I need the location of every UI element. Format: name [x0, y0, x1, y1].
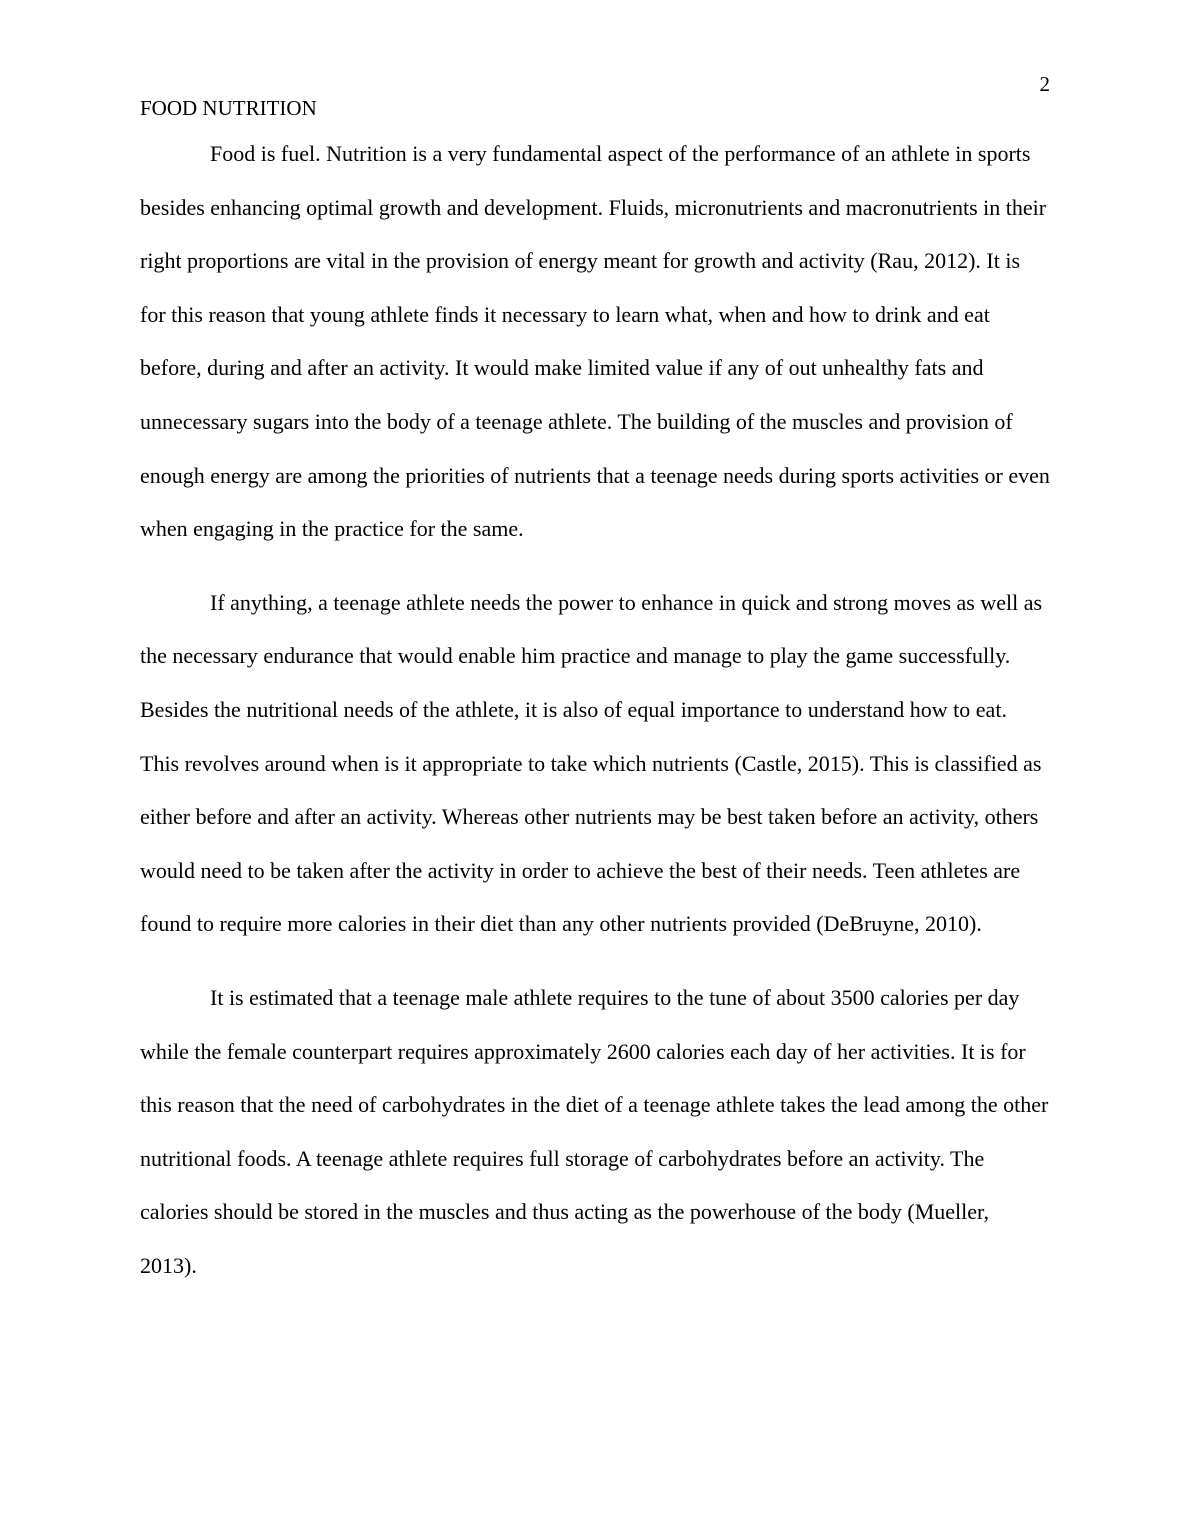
paragraph-2: If anything, a teenage athlete needs the power to enhance in quick and strong moves as well as the necessary endurance that would enable him practice and manage to play the game successfully. Besides the nutritional needs of the athlete, it is also of equal importance to understand how to eat. This revolves around when is it appropriate to take which nutrients (Castle, 2015). This is classified as either before and after an activity. Whereas other nutrients may be best taken before an activity, others would need to be taken after the activity in order to achieve the best of their needs. Teen athletes are found to require more calories in their diet than any other nutrients provided (DeBruyne, 2010). [140, 589, 1043, 937]
paragraph-1: Food is fuel. Nutrition is a very fundamental aspect of the performance of an athlete in sports besides enhancing optimal growth and development. Fluids, micronutrients and macronutrients in their right proportions are vital in the provision of energy meant for growth and activity (Rau, 2012). It is for this reason that young athlete finds it necessary to learn what, when and how to drink and eat before, during and after an activity. It would make limited value if any of out unhealthy fats and unnecessary sugars into the body of a teenage athlete. The building of the muscles and provision of enough energy are among the priorities of nutrients that a teenage needs during sports activities or even when engaging in the practice for the same. [140, 141, 1050, 542]
page-number: 2 [1039, 72, 1050, 96]
document-body [140, 127, 1050, 1312]
running-head: FOOD NUTRITION [140, 96, 317, 120]
paragraph-3: It is estimated that a teenage male athlete requires to the tune of about 3500 calories per day while the female counterpart requires approximately 2600 calories each day of her activities. It is for this reason that the need of carbohydrates in the diet of a teenage athlete takes the lead among the other nutritional foods. A teenage athlete requires full storage of carbohydrates before an activity. The calories should be stored in the muscles and thus acting as the powerhouse of the body (Mueller, 2013). [140, 984, 1049, 1278]
